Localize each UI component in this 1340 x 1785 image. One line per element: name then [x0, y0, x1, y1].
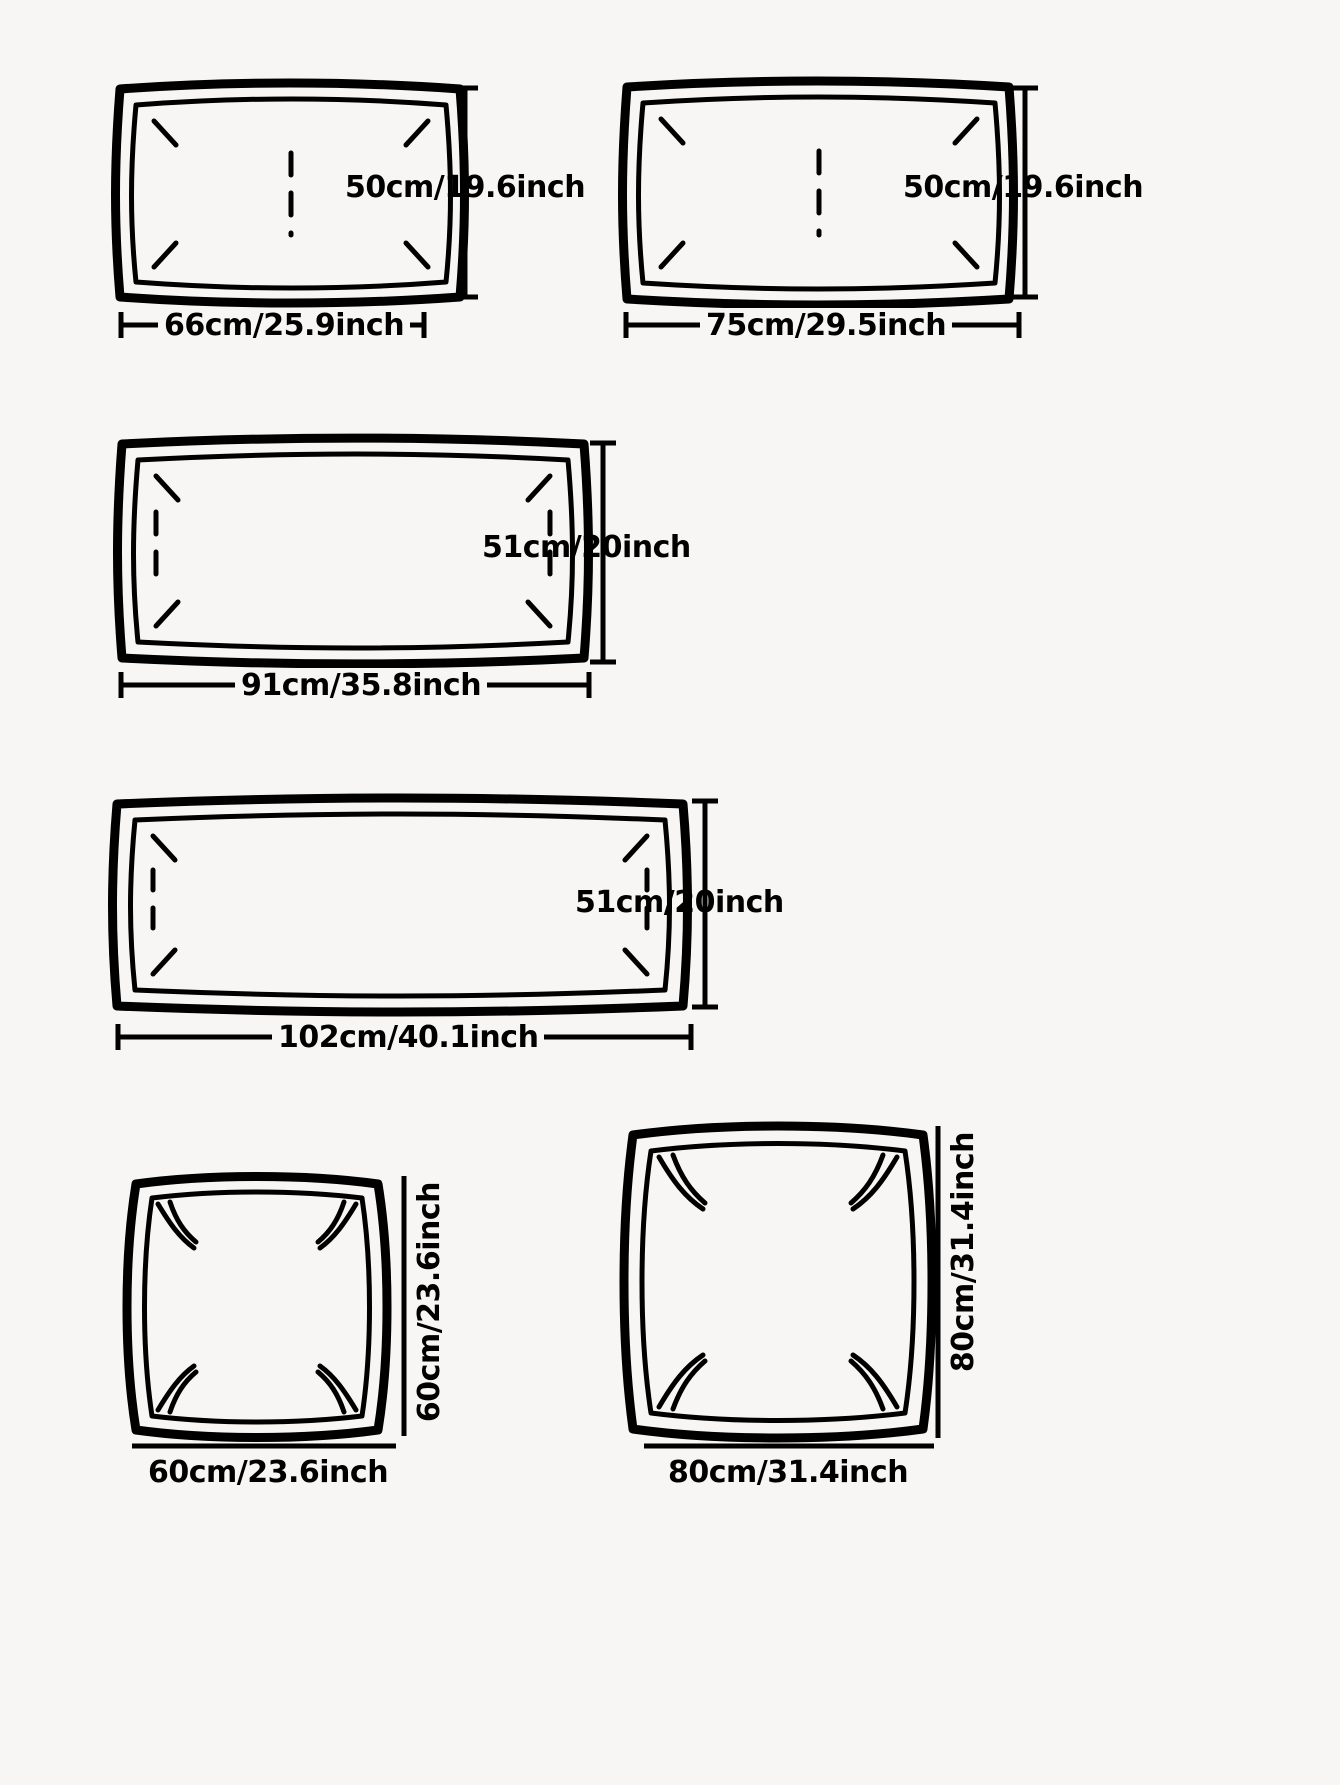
label-king-height: 51cm/20inch [482, 530, 691, 565]
label-standard-height: 50cm/19.6inch [345, 170, 586, 205]
pillow-figure-square-small [118, 1168, 396, 1446]
pillow-outline-square-small [118, 1168, 396, 1446]
label-square-small-width: 60cm/23.6inch [148, 1455, 389, 1490]
label-queen-height: 50cm/19.6inch [903, 170, 1144, 205]
label-square-large-width: 80cm/31.4inch [668, 1455, 909, 1490]
label-square-small-height: 60cm/23.6inch [412, 1182, 447, 1423]
dimension-line-square-small-width [128, 1440, 400, 1452]
dimension-line-square-small-height [398, 1172, 410, 1440]
label-standard-width: 66cm/25.9inch [158, 308, 410, 343]
label-body-width: 102cm/40.1inch [272, 1020, 544, 1055]
dimension-line-square-large-width [640, 1440, 938, 1452]
label-queen-width: 75cm/29.5inch [700, 308, 952, 343]
label-king-width: 91cm/35.8inch [235, 668, 487, 703]
pillow-outline-square-large [613, 1117, 943, 1447]
dimension-line-square-large-height [932, 1122, 944, 1442]
label-body-height: 51cm/20inch [575, 885, 784, 920]
label-square-large-height: 80cm/31.4inch [946, 1132, 981, 1373]
pillow-figure-square-large [613, 1117, 943, 1447]
